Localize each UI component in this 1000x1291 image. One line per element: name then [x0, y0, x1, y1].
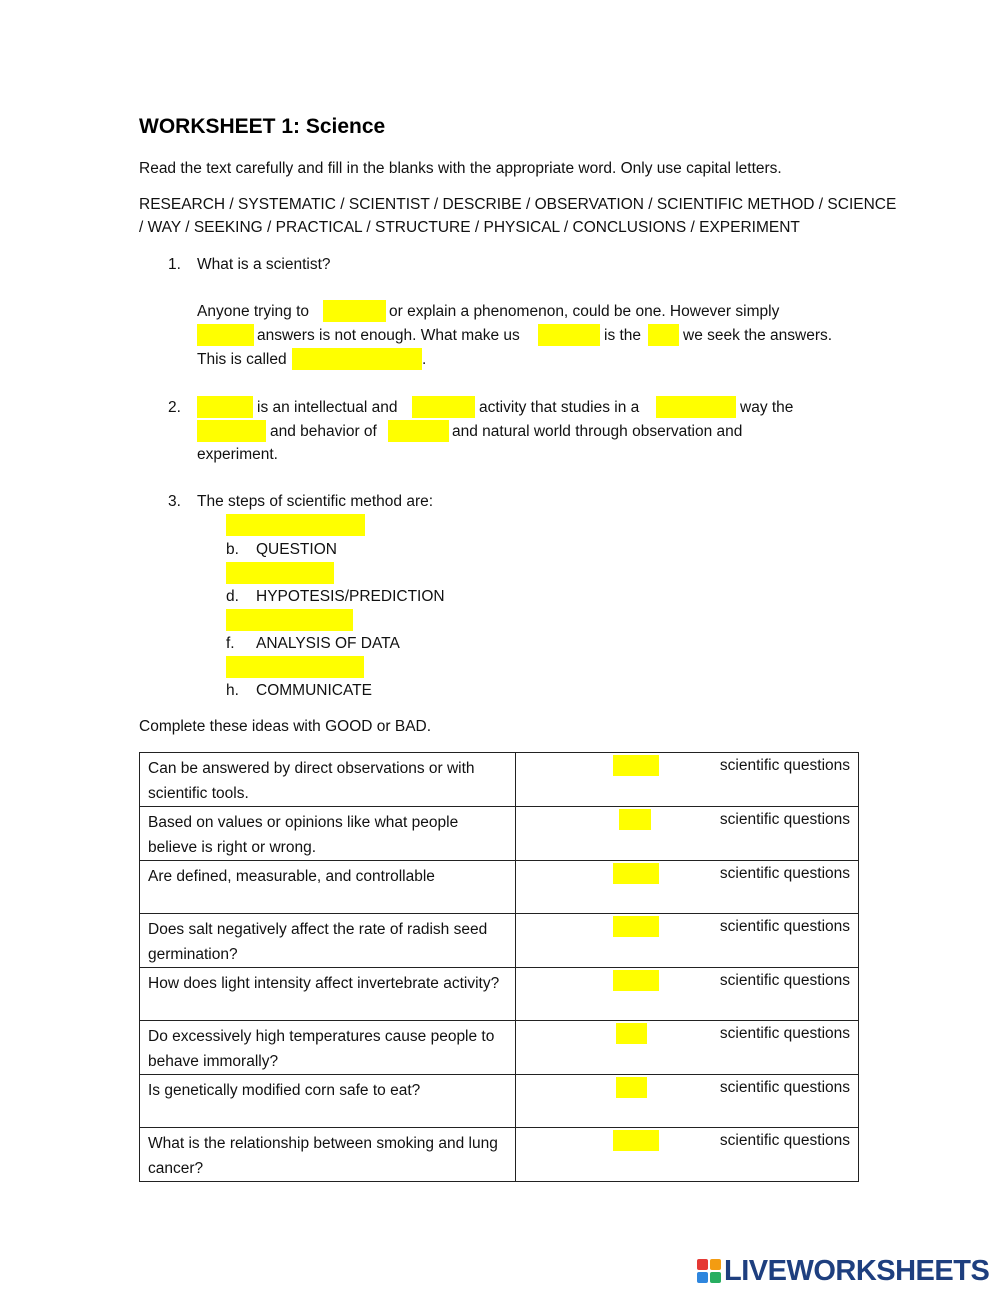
q3-step-label: ANALYSIS OF DATA: [256, 635, 400, 652]
table-row: [140, 1021, 859, 1075]
q3-step-letter: h.: [226, 682, 239, 699]
answer-blank[interactable]: [616, 1023, 647, 1044]
table-row: [140, 861, 859, 914]
q3-step-letter: b.: [226, 541, 239, 558]
q1-text: answers is not enough. What make us: [257, 327, 520, 344]
q3-step-label: HYPOTESIS/PREDICTION: [256, 588, 445, 605]
word-bank-line-2: / WAY / SEEKING / PRACTICAL / STRUCTURE / PHYSICAL / CONCLUSIONS / EXPERIMENT: [139, 219, 800, 236]
table-row: [140, 914, 859, 968]
answer-blank[interactable]: [613, 1130, 659, 1151]
q1-text: is the: [604, 327, 642, 344]
q2-text: activity that studies in a: [479, 399, 640, 416]
answer-blank[interactable]: [613, 970, 659, 991]
logo-icon: [697, 1259, 721, 1283]
q3-blank-step-c[interactable]: [226, 562, 334, 584]
q1-text: Anyone trying to: [197, 303, 310, 320]
liveworksheets-logo: [697, 1256, 989, 1286]
q1-blank-2[interactable]: [197, 324, 254, 346]
q1-text: .: [422, 351, 427, 368]
logo-text: LIVEWORKSHEETS: [724, 1254, 990, 1287]
q3-step-letter: f.: [226, 635, 235, 652]
answer-suffix: scientific questions: [719, 1079, 850, 1096]
answer-cell: [516, 914, 859, 968]
q2-text: way the: [740, 399, 794, 416]
good-bad-instruction: Complete these ideas with GOOD or BAD.: [139, 718, 432, 735]
answer-cell: [516, 861, 859, 914]
idea-text: What is the relationship between smoking and lung cancer?: [140, 1128, 516, 1182]
answer-blank[interactable]: [613, 863, 659, 884]
answer-suffix: scientific questions: [719, 865, 850, 882]
answer-blank[interactable]: [619, 809, 651, 830]
q2-blank-3[interactable]: [656, 396, 736, 418]
q2-blank-1[interactable]: [197, 396, 253, 418]
worksheet-title: WORKSHEET 1: Science: [139, 115, 386, 138]
q3-question: The steps of scientific method are:: [197, 493, 434, 510]
q1-question: What is a scientist?: [197, 256, 331, 273]
answer-blank[interactable]: [613, 916, 659, 937]
idea-text: Are defined, measurable, and controllable: [140, 861, 516, 914]
idea-text: Based on values or opinions like what people believe is right or wrong.: [140, 807, 516, 861]
q2-blank-2[interactable]: [412, 396, 475, 418]
answer-cell: [516, 1021, 859, 1075]
answer-cell: [516, 753, 859, 807]
instructions: Read the text carefully and fill in the blanks with the appropriate word. Only use capital letters.: [139, 160, 782, 177]
q2-number: 2.: [168, 399, 181, 416]
answer-suffix: scientific questions: [719, 918, 850, 935]
answer-suffix: scientific questions: [719, 972, 850, 989]
q2-blank-5[interactable]: [388, 420, 449, 442]
idea-text: How does light intensity affect invertebrate activity?: [140, 968, 516, 1021]
logo-square-red: [697, 1259, 708, 1270]
answer-cell: [516, 807, 859, 861]
logo-square-orange: [710, 1259, 721, 1270]
q2-text: and natural world through observation and: [452, 423, 743, 440]
answer-blank[interactable]: [616, 1077, 647, 1098]
q3-blank-step-a[interactable]: [226, 514, 365, 536]
answer-blank[interactable]: [613, 755, 659, 776]
answer-cell: [516, 1075, 859, 1128]
q1-text: or explain a phenomenon, could be one. However simply: [389, 303, 780, 320]
q2-text: is an intellectual and: [257, 399, 398, 416]
idea-text: Is genetically modified corn safe to eat?: [140, 1075, 516, 1128]
answer-suffix: scientific questions: [719, 1132, 850, 1149]
table-row: [140, 807, 859, 861]
q1-text: we seek the answers.: [683, 327, 833, 344]
q3-blank-step-e[interactable]: [226, 609, 353, 631]
word-bank-line-1: RESEARCH / SYSTEMATIC / SCIENTIST / DESCRIBE / OBSERVATION / SCIENTIFIC METHOD / SCIENCE: [139, 196, 897, 213]
q2-blank-4[interactable]: [197, 420, 266, 442]
idea-text: Do excessively high temperatures cause people to behave immorally?: [140, 1021, 516, 1075]
q3-number: 3.: [168, 493, 181, 510]
table-row: [140, 1075, 859, 1128]
answer-suffix: scientific questions: [719, 811, 850, 828]
answer-suffix: scientific questions: [719, 757, 850, 774]
q2-text: and behavior of: [270, 423, 377, 440]
q1-blank-1[interactable]: [323, 300, 386, 322]
answer-suffix: scientific questions: [719, 1025, 850, 1042]
q1-blank-4[interactable]: [648, 324, 679, 346]
q3-step-label: QUESTION: [256, 541, 337, 558]
idea-text: Can be answered by direct observations or with scientific tools.: [140, 753, 516, 807]
q1-blank-3[interactable]: [538, 324, 600, 346]
answer-cell: [516, 1128, 859, 1182]
answer-cell: [516, 968, 859, 1021]
idea-text: Does salt negatively affect the rate of radish seed germination?: [140, 914, 516, 968]
table-row: [140, 753, 859, 807]
logo-square-green: [710, 1272, 721, 1283]
q3-step-letter: d.: [226, 588, 239, 605]
q1-number: 1.: [168, 256, 181, 273]
q3-step-label: COMMUNICATE: [256, 682, 372, 699]
q2-text: experiment.: [197, 446, 278, 463]
logo-square-blue: [697, 1272, 708, 1283]
table-row: [140, 1128, 859, 1182]
q1-blank-5[interactable]: [292, 348, 422, 370]
q3-blank-step-g[interactable]: [226, 656, 364, 678]
good-bad-table: [139, 752, 859, 1182]
q1-text: This is called: [197, 351, 287, 368]
table-row: [140, 968, 859, 1021]
